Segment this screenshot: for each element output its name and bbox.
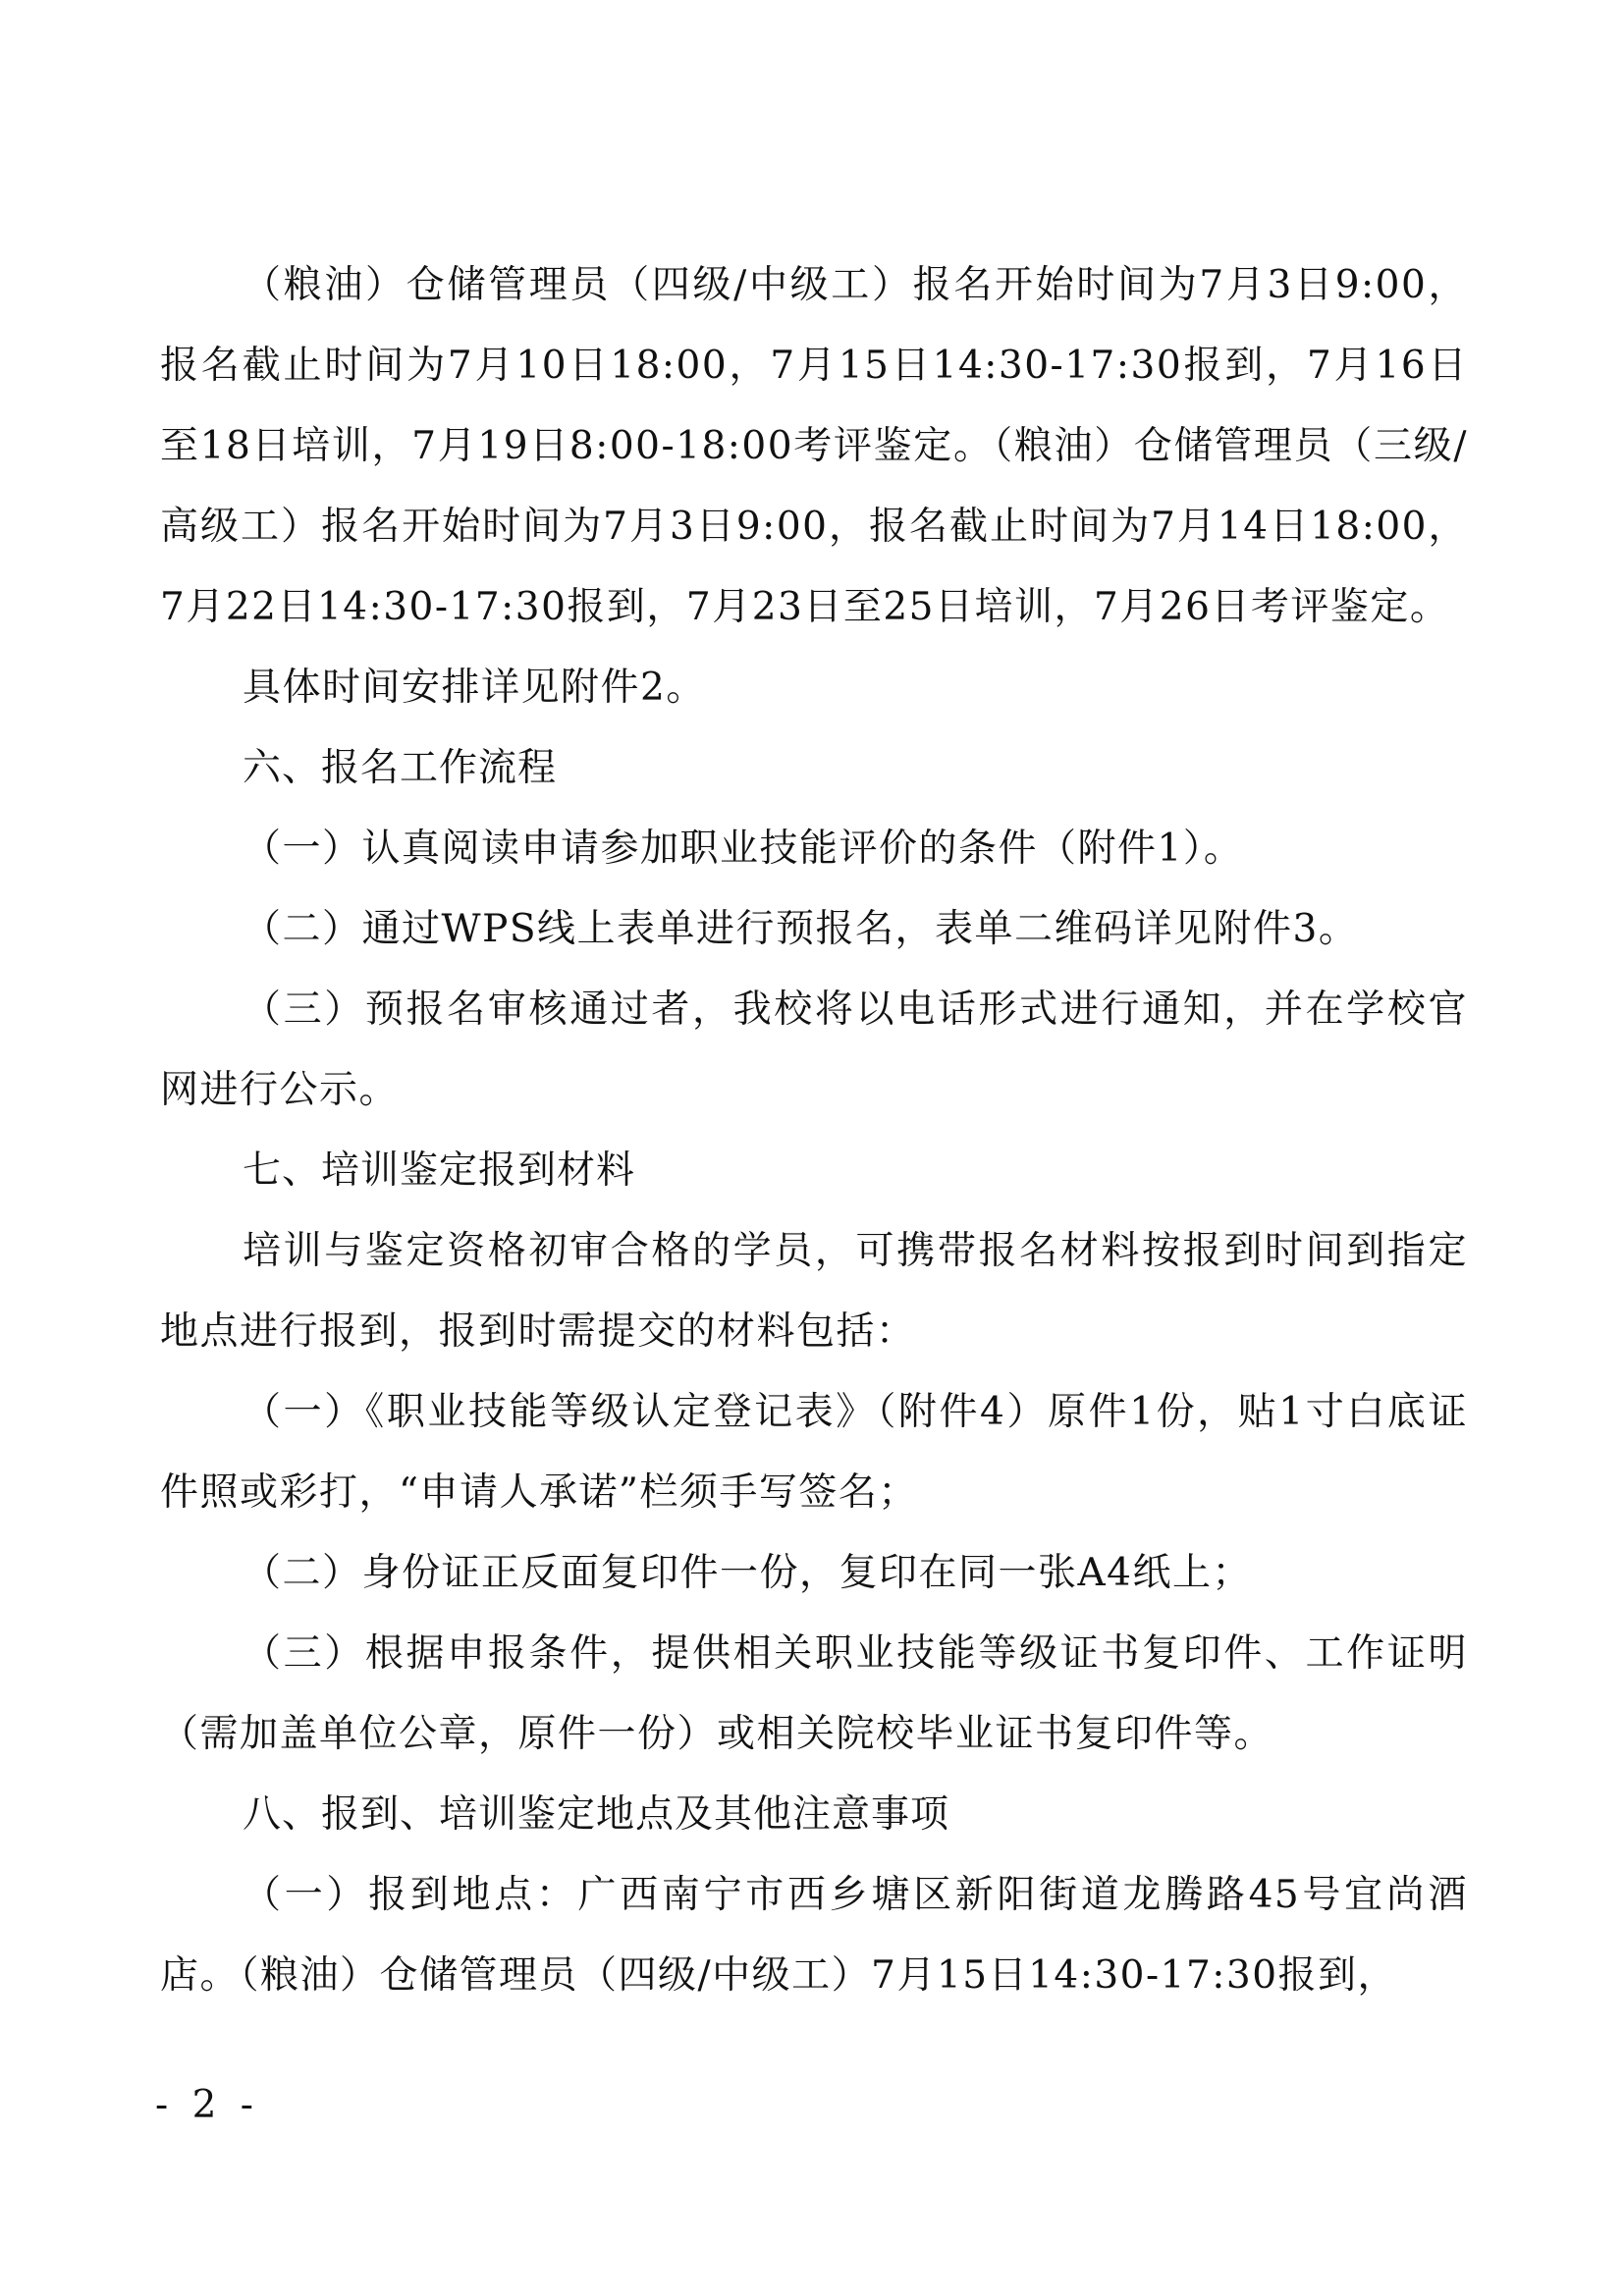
paragraph-registration-step-2: （二）通过WPS线上表单进行预报名，表单二维码详见附件3。 [243,907,1359,951]
paragraph-registration-step-3: （三）预报名审核通过者，我校将以电话形式进行通知，并在学校官网进行公示。 [160,988,1468,1112]
section-heading-location: 八、报到、培训鉴定地点及其他注意事项 [243,1792,950,1837]
page-number: - 2 - [155,2083,259,2127]
paragraph-registration-step-1: （一）认真阅读申请参加职业技能评价的条件（附件1）。 [243,827,1244,871]
paragraph-material-1: （一）《职业技能等级认定登记表》（附件4）原件1份，贴1寸白底证件照或彩打，“申请人承诺”栏须手写签名； [160,1390,1468,1515]
paragraph-material-3: （三）根据申报条件，提供相关职业技能等级证书复印件、工作证明（需加盖单位公章，原件一份）或相关院校毕业证书复印件等。 [160,1631,1468,1756]
paragraph-material-2: （二）身份证正反面复印件一份，复印在同一张A4纸上； [243,1551,1252,1595]
paragraph-schedule-note: 具体时间安排详见附件2。 [243,666,706,710]
paragraph-schedule: （粮油）仓储管理员（四级/中级工）报名开始时间为7月3日9:00，报名截止时间为7月10日18:00，7月15日14:30-17:30报到，7月16日至18日培训，7月19日8:00-18:00考评鉴定。（粮油）仓储管理员（三级/高级工）报名开始时间为7月3日9:00，报名截止时间为7月14日18:00，7月22日14:30-17:30报到，7月23日至25日培训，7月26日考评鉴定。 [160,263,1468,629]
section-heading-materials: 七、培训鉴定报到材料 [243,1148,636,1193]
document-body [160,245,1468,2016]
paragraph-materials-intro: 培训与鉴定资格初审合格的学员，可携带报名材料按报到时间到指定地点进行报到，报到时需提交的材料包括： [160,1229,1468,1354]
section-heading-registration: 六、报名工作流程 [243,746,558,790]
paragraph-location-1: （一）报到地点：广西南宁市西乡塘区新阳街道龙腾路45号宜尚酒店。（粮油）仓储管理员（四级/中级工）7月15日14:30-17:30报到， [160,1873,1468,1998]
